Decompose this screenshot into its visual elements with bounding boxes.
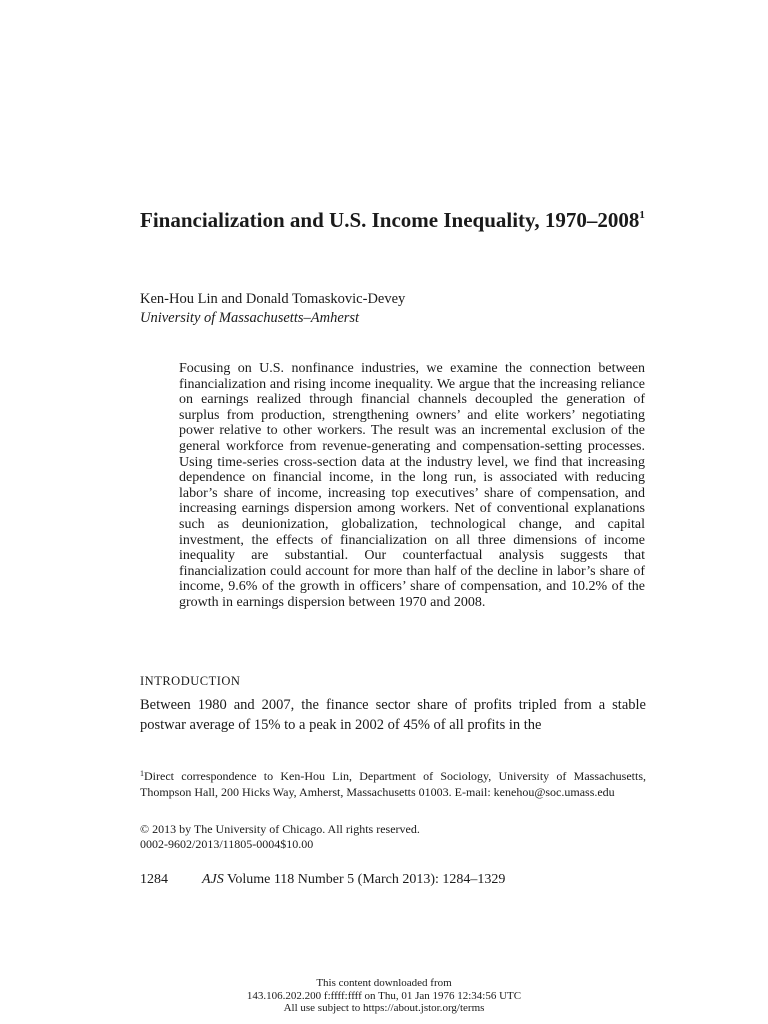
issn-line: 0002-9602/2013/11805-0004$10.00: [140, 837, 314, 851]
title-footnote-mark[interactable]: 1: [639, 209, 645, 221]
footnote-text: Direct correspondence to Ken-Hou Lin, Department of Sociology, University of Massachusetts, Thompson Hall, 200 Hicks Way, Amherst, Massachusetts 01003. E-mail: kenehou@soc.umass.edu: [140, 769, 646, 799]
article-title-text: Financialization and U.S. Income Inequality, 1970–2008: [140, 208, 640, 232]
download-notice-line-3[interactable]: All use subject to https://about.jstor.org/terms: [283, 1002, 485, 1014]
page-number: 1284: [140, 872, 168, 887]
footnote-mark: 1: [140, 769, 144, 778]
abstract: Focusing on U.S. nonfinance industries, we examine the connection between financialization and rising income inequality. We argue that the increasing reliance on earnings realized through financial channels decoupled the generation of surplus from production, strengthening owners’ and elite workers’ negotiating power relative to other workers. The result was an incremental exclusion of the general workforce from revenue-generating and compensation-setting processes. Using time-series cross-section data at the industry level, we find that increasing dependence on financial income, in the long run, is associated with reducing labor’s share of income, increasing top executives’ share of compensation, and increasing earnings dispersion among workers. Net of conventional explanations such as deunionization, globalization, technological change, and capital investment, the effects of financialization on all three dimensions of income inequality are substantial. Our counterfactual analysis suggests that financialization could account for more than half of the decline in labor’s share of income, 9.6% of the growth in officers’ share of compensation, and 10.2% of the growth in earnings dispersion between 1970 and 2008.: [179, 361, 645, 610]
copyright-notice: © 2013 by The University of Chicago. All rights reserved.: [140, 822, 420, 836]
section-heading-introduction: INTRODUCTION: [140, 674, 241, 688]
author-names: Ken-Hou Lin and Donald Tomaskovic-Devey: [140, 291, 406, 307]
journal-citation-line: [140, 871, 505, 889]
download-notice: [0, 977, 768, 1015]
article-title: [140, 202, 660, 233]
download-notice-line-2: 143.106.202.200 f:ffff:ffff on Thu, 01 Jan 1976 12:34:56 UTC: [246, 989, 522, 1002]
introduction-paragraph: Between 1980 and 2007, the finance sector share of profits tripled from a stable postwar average of 15% to a peak in 2002 of 45% of all profits in the: [140, 697, 646, 733]
footnote: [140, 766, 646, 800]
download-notice-line-1: This content downloaded from: [316, 977, 452, 989]
journal-name: AJS: [202, 872, 224, 887]
author-affiliation: University of Massachusetts–Amherst: [140, 310, 360, 326]
journal-citation: Volume 118 Number 5 (March 2013): 1284–1329: [227, 872, 506, 887]
